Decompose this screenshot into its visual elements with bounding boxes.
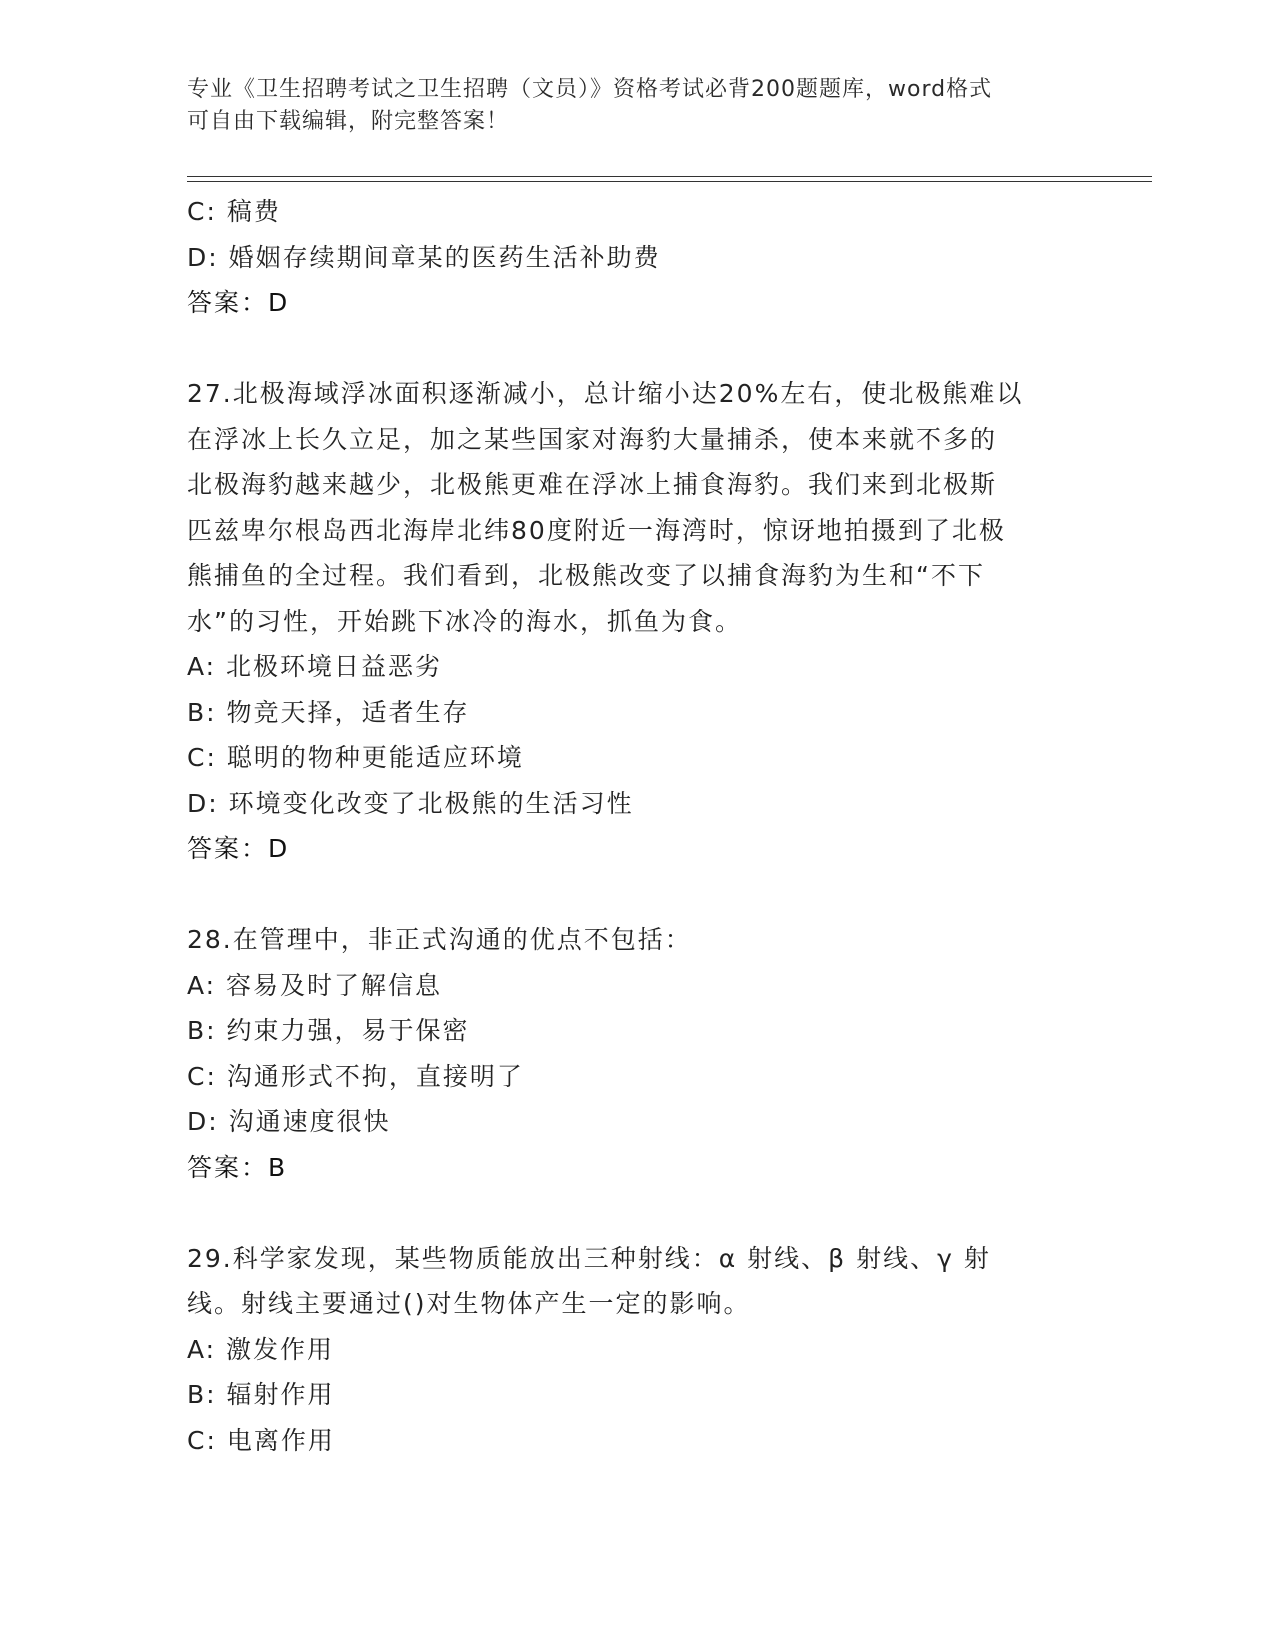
answer-line: 答案：D (187, 288, 290, 317)
option-line: D: 婚姻存续期间章某的医药生活补助费 (187, 242, 661, 272)
block-spacer (187, 1190, 1087, 1236)
answer-line: 答案：B (187, 1152, 288, 1182)
header-line-1: 专业《卫生招聘考试之卫生招聘（文员）》资格考试必背200题题库，word格式 (187, 77, 993, 102)
question-text-line: 在浮冰上长久立足，加之某些国家对海豹大量捕杀，使本来就不多的 (187, 424, 998, 454)
question-block (187, 189, 1087, 326)
header-divider-top (187, 176, 1152, 177)
answer-line: 答案：D (187, 834, 290, 863)
question-text-line: 28.在管理中，非正式沟通的优点不包括： (187, 925, 692, 954)
block-spacer (187, 326, 1087, 372)
question-block (187, 371, 1087, 872)
question-text-line: 27.北极海域浮冰面积逐渐减小，总计缩小达20%左右，使北极熊难以 (187, 379, 1024, 408)
option-line: D: 环境变化改变了北极熊的生活习性 (187, 788, 634, 818)
option-line: A: 容易及时了解信息 (187, 970, 443, 1000)
option-line: C: 电离作用 (187, 1425, 335, 1455)
option-line: C: 沟通形式不拘，直接明了 (187, 1061, 524, 1091)
question-text-line: 水”的习性，开始跳下冰冷的海水，抓鱼为食。 (187, 606, 742, 636)
block-spacer (187, 872, 1087, 918)
option-line: A: 激发作用 (187, 1334, 335, 1364)
option-line: B: 物竞天择，适者生存 (187, 697, 470, 727)
question-content (187, 189, 1087, 1463)
question-block (187, 1236, 1087, 1464)
question-block (187, 917, 1087, 1190)
header-divider-bottom (187, 181, 1152, 182)
option-line: A: 北极环境日益恶劣 (187, 652, 443, 681)
option-line: D: 沟通速度很快 (187, 1107, 391, 1136)
question-text-line: 匹兹卑尔根岛西北海岸北纬80度附近一海湾时，惊讶地拍摄到了北极 (187, 515, 1006, 545)
question-text-line: 29.科学家发现，某些物质能放出三种射线：α 射线、β 射线、γ 射 (187, 1243, 991, 1273)
option-line: B: 约束力强，易于保密 (187, 1016, 470, 1045)
option-line: B: 辐射作用 (187, 1380, 335, 1409)
option-line: C: 聪明的物种更能适应环境 (187, 743, 524, 772)
question-text-line: 北极海豹越来越少，北极熊更难在浮冰上捕食海豹。我们来到北极斯 (187, 470, 998, 499)
option-line: C: 稿费 (187, 197, 281, 226)
question-text-line: 熊捕鱼的全过程。我们看到，北极熊改变了以捕食海豹为生和“不下 (187, 561, 985, 590)
document-header (187, 74, 1087, 138)
header-line-2: 可自由下载编辑，附完整答案！ (187, 109, 510, 134)
question-text-line: 线。射线主要通过()对生物体产生一定的影响。 (187, 1289, 751, 1318)
